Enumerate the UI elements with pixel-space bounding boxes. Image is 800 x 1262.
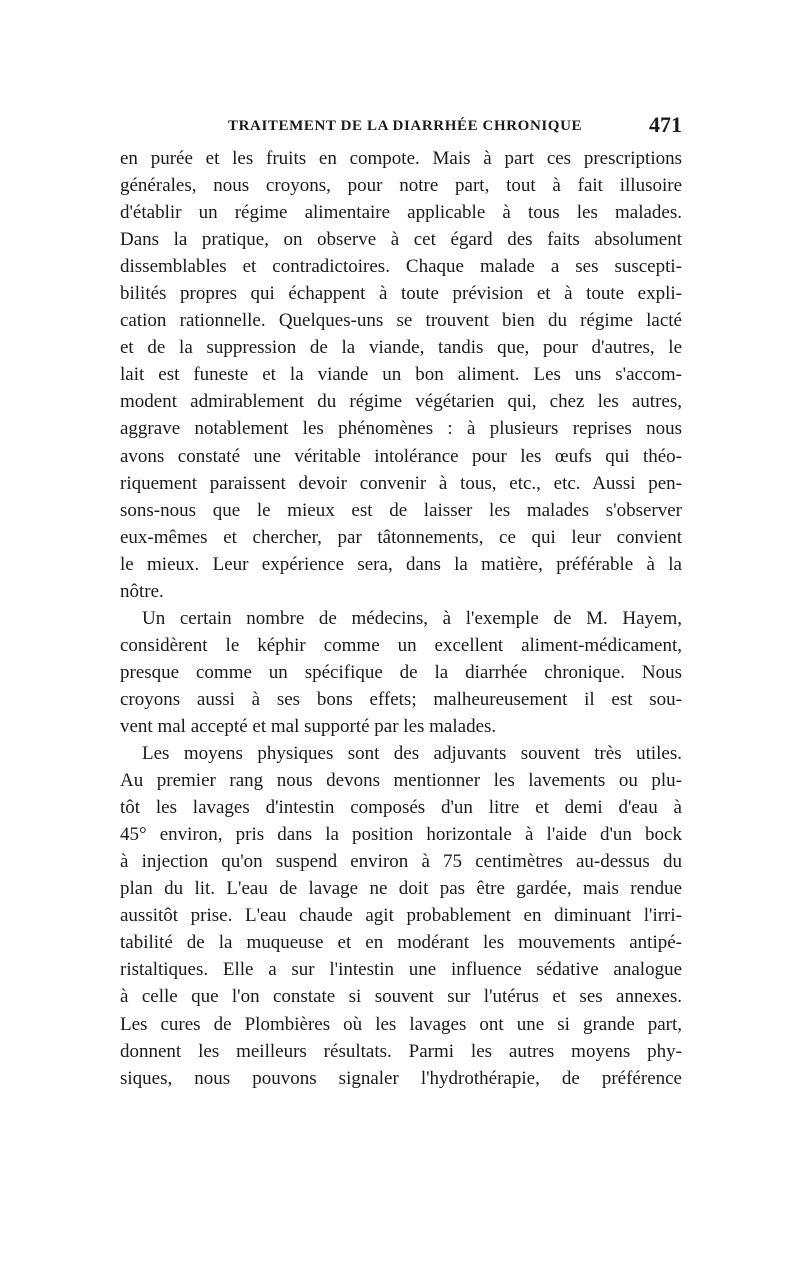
text-line: à injection qu'on suspend environ à 75 centimètres au-dessus du bbox=[120, 851, 682, 873]
body-text bbox=[120, 145, 682, 1092]
text-line: dissemblables et contradictoires. Chaque malade a ses suscepti- bbox=[120, 256, 682, 278]
text-line: ristaltiques. Elle a sur l'intestin une influence sédative analogue bbox=[120, 959, 682, 981]
text-line: Au premier rang nous devons mentionner les lavements ou plu- bbox=[120, 770, 682, 792]
text-line: Dans la pratique, on observe à cet égard des faits absolument bbox=[120, 229, 682, 251]
text-line: riquement paraissent devoir convenir à tous, etc., etc. Aussi pen- bbox=[120, 472, 682, 494]
text-line: donnent les meilleurs résultats. Parmi les autres moyens phy- bbox=[120, 1040, 682, 1062]
text-line: et de la suppression de la viande, tandis que, pour d'autres, le bbox=[120, 337, 682, 359]
text-line: bilités propres qui échappent à toute prévision et à toute expli- bbox=[120, 283, 682, 305]
text-line: d'établir un régime alimentaire applicable à tous les malades. bbox=[120, 202, 682, 224]
text-line: plan du lit. L'eau de lavage ne doit pas être gardée, mais rendue bbox=[120, 878, 682, 900]
text-line: à celle que l'on constate si souvent sur l'utérus et ses annexes. bbox=[120, 986, 682, 1008]
text-line: sons-nous que le mieux est de laisser les malades s'observer bbox=[120, 499, 682, 521]
text-line: le mieux. Leur expérience sera, dans la matière, préférable à la bbox=[120, 553, 682, 575]
text-line: aussitôt prise. L'eau chaude agit probablement en diminuant l'irri- bbox=[120, 905, 682, 927]
text-line: modent admirablement du régime végétarien qui, chez les autres, bbox=[120, 391, 682, 413]
text-line: avons constaté une véritable intolérance pour les œufs qui théo- bbox=[120, 445, 682, 467]
text-line: considèrent le képhir comme un excellent aliment-médicament, bbox=[120, 634, 682, 656]
paragraph-end-line: nôtre. bbox=[120, 580, 164, 602]
text-line: cation rationnelle. Quelques-uns se trouvent bien du régime lacté bbox=[120, 310, 682, 332]
page-number: 471 bbox=[649, 112, 682, 137]
text-line: croyons aussi à ses bons effets; malheureusement il est sou- bbox=[120, 688, 682, 710]
text-line: générales, nous croyons, pour notre part, tout à fait illusoire bbox=[120, 175, 682, 197]
page-header bbox=[120, 112, 682, 142]
text-line: en purée et les fruits en compote. Mais à part ces prescriptions bbox=[120, 148, 682, 169]
text-line: presque comme un spécifique de la diarrhée chronique. Nous bbox=[120, 661, 682, 683]
paragraph-start-line: Les moyens physiques sont des adjuvants souvent très utiles. bbox=[142, 743, 682, 765]
text-line: 45° environ, pris dans la position horizontale à l'aide d'un bock bbox=[120, 824, 682, 846]
text-line: tabilité de la muqueuse et en modérant les mouvements antipé- bbox=[120, 932, 682, 954]
text-line: lait est funeste et la viande un bon aliment. Les uns s'accom- bbox=[120, 364, 682, 386]
text-line: aggrave notablement les phénomènes : à plusieurs reprises nous bbox=[120, 418, 682, 440]
text-line: Les cures de Plombières où les lavages ont une si grande part, bbox=[120, 1013, 682, 1035]
running-head: TRAITEMENT DE LA DIARRHÉE CHRONIQUE bbox=[228, 118, 583, 134]
text-line: eux-mêmes et chercher, par tâtonnements, ce qui leur convient bbox=[120, 526, 682, 548]
text-line: tôt les lavages d'intestin composés d'un litre et demi d'eau à bbox=[120, 797, 682, 819]
paragraph-end-line: vent mal accepté et mal supporté par les malades. bbox=[120, 715, 497, 737]
text-line: siques, nous pouvons signaler l'hydrothérapie, de préférence bbox=[120, 1067, 682, 1089]
paragraph-start-line: Un certain nombre de médecins, à l'exemple de M. Hayem, bbox=[142, 607, 682, 629]
